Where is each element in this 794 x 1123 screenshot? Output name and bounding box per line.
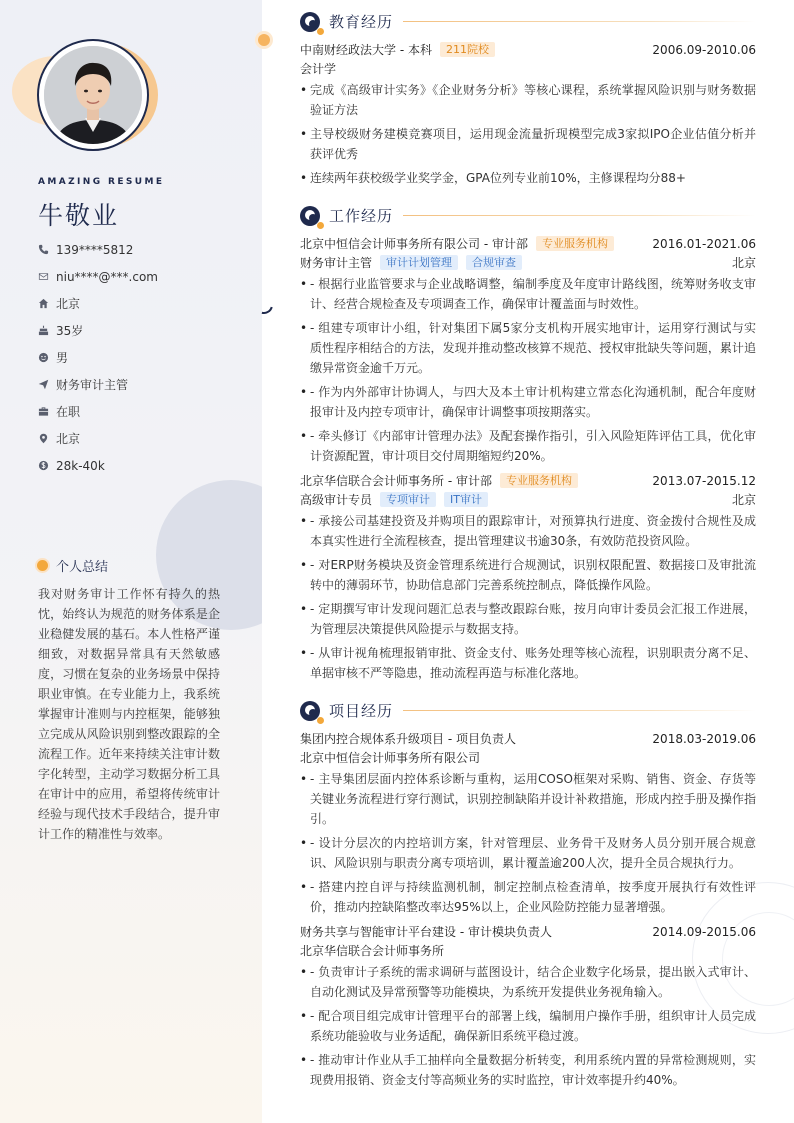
- entry-date: 2018.03-2019.06: [652, 731, 756, 746]
- school-name: 中南财经政法大学 - 本科: [300, 43, 432, 57]
- bullet-list: [300, 962, 756, 1090]
- info-salary: [38, 452, 248, 479]
- major: 会计学: [300, 62, 337, 76]
- info-text: 北京: [56, 432, 81, 446]
- entry-header: [300, 234, 756, 253]
- location-pin-icon: [38, 433, 56, 444]
- info-text: 在职: [56, 405, 81, 419]
- entry-header: [300, 471, 756, 490]
- company-tag: 专业服务机构: [500, 473, 578, 488]
- section-header: [300, 202, 756, 229]
- bullet-list: [300, 274, 756, 466]
- phone-icon: [38, 244, 56, 255]
- info-position: [38, 371, 248, 398]
- list-item: • - 牵头修订《内部审计管理办法》及配套操作指引，引入风险矩阵评估工具，优化审计资源配置，审计项目交付周期缩短约20%。: [300, 426, 756, 466]
- list-item: • - 作为内外部审计协调人，与四大及本土审计机构建立常态化沟通机制，配合年度财报审计及内控专项审计，确保审计调整事项按期落实。: [300, 382, 756, 422]
- entry-date: 2006.09-2010.06: [652, 42, 756, 57]
- list-item: • - 负责审计子系统的需求调研与蓝图设计，结合企业数字化场景，提出嵌入式审计、自动化测试及异常预警等功能模块，为系统开发提供业务视角输入。: [300, 962, 756, 1002]
- section-divider: [403, 710, 756, 711]
- position-title: 财务审计主管: [300, 256, 373, 270]
- list-item: • - 根据行业监管要求与企业战略调整，编制季度及年度审计路线图，统筹财务收支审计、经营合规检查及专项调查工作，确保审计覆盖面与时效性。: [300, 274, 756, 314]
- entry-header: [300, 922, 756, 941]
- summary-text: 我对财务审计工作怀有持久的热忱，始终认为规范的财务体系是企业稳健发展的基石。本人性格严谨细致，对数据异常具有天然敏感度，习惯在复杂的业务场景中保持职业审慎。在专业能力上，我系统掌握审计准则与内控框架，能够独立完成从风险识别到整改跟踪的全流程工作。近年来持续关注审计数字化转型，主动学习数据分析工具在审计中的应用，希望将传统审计经验与现代技术手段结合，提升审计工作的精准性与效率。: [38, 587, 220, 841]
- brand-label: AMAZING RESUME: [38, 177, 165, 187]
- info-text: 北京: [56, 297, 81, 311]
- section-title: 工作经历: [329, 207, 394, 225]
- entry-subheader: [300, 253, 756, 272]
- section-badge-icon: [300, 206, 320, 226]
- section-divider: [403, 21, 756, 22]
- list-item: • 连续两年获校级学业奖学金，GPA位列专业前10%，主修课程均分88+: [300, 168, 756, 188]
- project-org: 北京华信联合会计师事务所: [300, 944, 445, 958]
- section-badge-icon: [300, 701, 320, 721]
- resume-main: [300, 8, 756, 1104]
- entry-header: [300, 729, 756, 748]
- company-name: 北京华信联合会计师事务所 - 审计部: [300, 474, 492, 488]
- info-phone: [38, 236, 248, 263]
- info-status: [38, 398, 248, 425]
- section-title: 项目经历: [329, 702, 394, 720]
- list-item: • - 搭建内控自评与持续监测机制，制定控制点检查清单，按季度开展执行有效性评价，推动内控缺陷整改率达95%以上，企业风险防控能力显著增强。: [300, 877, 756, 917]
- entry-date: 2014.09-2015.06: [652, 924, 756, 939]
- send-icon: [38, 379, 56, 390]
- info-email: [38, 263, 248, 290]
- gender-icon: [38, 352, 56, 363]
- info-hometown: [38, 290, 248, 317]
- avatar-portrait-icon: [44, 46, 142, 144]
- section-title: 教育经历: [329, 13, 394, 31]
- profile-sidebar: [0, 0, 262, 1123]
- work-entry: [300, 234, 756, 466]
- entry-header: [300, 40, 756, 59]
- skill-tag: 审计计划管理: [380, 255, 458, 270]
- entry-subheader: [300, 941, 756, 960]
- list-item: • - 主导集团层面内控体系诊断与重构，运用COSO框架对采购、销售、资金、存货等关键业务流程进行穿行测试，识别控制缺陷并设计补救措施，形成内控手册及操作指引。: [300, 769, 756, 829]
- project-org: 北京中恒信会计师事务所有限公司: [300, 751, 481, 765]
- info-gender: [38, 344, 248, 371]
- bullet-dot-icon: [37, 560, 48, 571]
- skill-tag: 专项审计: [380, 492, 436, 507]
- contact-info-list: [38, 236, 248, 479]
- home-icon: [38, 298, 56, 309]
- info-text: 28k-40k: [56, 458, 105, 473]
- info-text: 男: [56, 351, 69, 365]
- project-name: 集团内控合规体系升级项目 - 项目负责人: [300, 732, 516, 746]
- bullet-list: [300, 511, 756, 683]
- entry-subheader: [300, 490, 756, 509]
- info-text: 139****5812: [56, 242, 134, 257]
- work-section: [300, 202, 756, 683]
- list-item: • - 组建专项审计小组，针对集团下属5家分支机构开展实地审计，运用穿行测试与实质性程序相结合的方法，发现并推动整改核算不规范、授权审批缺失等问题，累计追缴异常资金逾千万元。: [300, 318, 756, 378]
- list-item: • - 定期撰写审计发现问题汇总表与整改跟踪台账，按月向审计委员会汇报工作进展，为管理层决策提供风险提示与数据支持。: [300, 599, 756, 639]
- mail-icon: [38, 271, 56, 282]
- company-tag: 专业服务机构: [536, 236, 614, 251]
- info-text: 财务审计主管: [56, 378, 129, 392]
- entry-subheader: [300, 748, 756, 767]
- entry-city: 北京: [731, 256, 756, 270]
- list-item: • - 设计分层次的内控培训方案，针对管理层、业务骨干及财务人员分别开展合规意识、风险识别与职责分离专项培训，累计覆盖逾200人次，提升全员合规执行力。: [300, 833, 756, 873]
- project-entry: [300, 729, 756, 917]
- salary-icon: [38, 460, 56, 471]
- section-header: [300, 8, 756, 35]
- skill-tag: IT审计: [444, 492, 488, 507]
- list-item: • - 从审计视角梳理报销审批、资金支付、账务处理等核心流程，识别职责分离不足、单据审核不严等隐患，推动流程再造与标准化落地。: [300, 643, 756, 683]
- education-section: [300, 8, 756, 188]
- list-item: • 主导校级财务建模竞赛项目，运用现金流量折现模型完成3家拟IPO企业估值分析并获评优秀: [300, 124, 756, 164]
- entry-date: 2013.07-2015.12: [652, 473, 756, 488]
- company-name: 北京中恒信会计师事务所有限公司 - 审计部: [300, 237, 528, 251]
- info-text: niu****@***.com: [56, 269, 158, 284]
- info-target-city: [38, 425, 248, 452]
- section-badge-icon: [300, 12, 320, 32]
- briefcase-icon: [38, 406, 56, 417]
- candidate-name: 牛敬业: [38, 201, 120, 230]
- skill-tag: 合规审查: [466, 255, 522, 270]
- position-title: 高级审计专员: [300, 493, 373, 507]
- projects-section: [300, 697, 756, 1090]
- school-tag: 211院校: [440, 42, 495, 57]
- work-entry: [300, 471, 756, 683]
- list-item: • - 配合项目组完成审计管理平台的部署上线，编制用户操作手册，组织审计人员完成系统功能验收与业务适配，确保新旧系统平稳过渡。: [300, 1006, 756, 1046]
- entry-subheader: [300, 59, 756, 78]
- list-item: • - 承接公司基建投资及并购项目的跟踪审计，对预算执行进度、资金拨付合规性及成本真实性进行全流程核查，提出管理建议书逾30条，有效防范投资风险。: [300, 511, 756, 551]
- section-header: [300, 697, 756, 724]
- list-item: • 完成《高级审计实务》《企业财务分析》等核心课程，系统掌握风险识别与财务数据验证方法: [300, 80, 756, 120]
- avatar-frame: [37, 39, 149, 151]
- list-item: • - 推动审计作业从手工抽样向全量数据分析转变，利用系统内置的异常检测规则，实现费用报销、资金支付等高频业务的实时监控，审计效率提升约40%。: [300, 1050, 756, 1090]
- education-entry: [300, 40, 756, 188]
- bullet-list: [300, 769, 756, 917]
- avatar: [44, 46, 142, 144]
- summary-heading: [37, 556, 108, 575]
- project-entry: [300, 922, 756, 1090]
- summary-title: 个人总结: [56, 560, 109, 575]
- info-age: [38, 317, 248, 344]
- bullet-list: [300, 80, 756, 188]
- info-text: 35岁: [56, 324, 84, 338]
- decorative-pin: [258, 34, 270, 46]
- list-item: • - 对ERP财务模块及资金管理系统进行合规测试，识别权限配置、数据接口及审批流转中的薄弱环节，协助信息部门完善系统控制点，降低操作风险。: [300, 555, 756, 595]
- project-name: 财务共享与智能审计平台建设 - 审计模块负责人: [300, 925, 552, 939]
- section-divider: [403, 215, 756, 216]
- cake-icon: [38, 325, 56, 336]
- entry-date: 2016.01-2021.06: [652, 236, 756, 251]
- entry-city: 北京: [731, 493, 756, 507]
